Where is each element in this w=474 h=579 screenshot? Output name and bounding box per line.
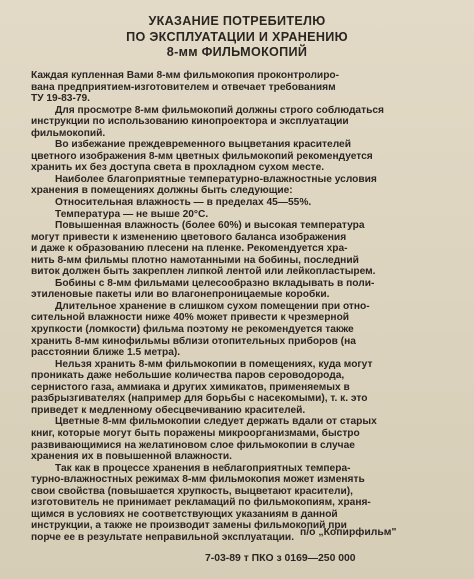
print-code: 7-03-89 т ПКО з 0169—250 000	[205, 553, 356, 564]
body-line: Наиболее благоприятные температурно-влажностные условия	[55, 173, 377, 185]
body-line: разбрызгивателях (например для борьбы с насекомыми), т. к. это	[31, 393, 368, 405]
body-line: хрупкости (ломкости) фильма поэтому не рекомендуется также	[31, 324, 354, 336]
body-line: этиленовые пакеты или во влагонепроницаемые коробки.	[31, 289, 330, 301]
body-line: хранить 8-мм кинофильмы вблизи отопительных приборов (на	[31, 335, 356, 347]
body-line: свои свойства (повышается хрупкость, выцветают красители),	[31, 485, 353, 497]
document-title	[0, 14, 474, 61]
body-line: Длительное хранение в слишком сухом помещении при отно-	[55, 300, 370, 312]
body-line: сернистого газа, аммиака и других химикатов, применяемых в	[31, 381, 350, 393]
body-line: Во избежание преждевременного выцветания красителей	[55, 139, 351, 151]
body-line: хранения в помещениях должны быть следующие:	[31, 185, 293, 197]
body-line: вана предприятием-изготовителем и отвечает требованиям	[31, 81, 336, 93]
body-line: расстоянии ближе 1.5 метра).	[31, 347, 181, 359]
title-line: ПО ЭКСПЛУАТАЦИИ И ХРАНЕНИЮ	[126, 29, 348, 44]
body-line: Повышенная влажность (более 60%) и высокая температура	[55, 220, 365, 232]
body-line: и даже к образованию плесени на пленке. Рекомендуется хра-	[31, 243, 348, 255]
body-line: ТУ 19-83-79.	[31, 93, 91, 105]
body-line: нить 8-мм фильмы плотно намотанными на бобины, последний	[31, 254, 359, 266]
body-line: Каждая купленная Вами 8-мм фильмокопия проконтролиро-	[31, 70, 340, 81]
body-line: хранить их без доступа света в прохладном сухом месте.	[31, 162, 325, 174]
title-line: 8-мм ФИЛЬМОКОПИЙ	[166, 45, 308, 59]
body-line: приведет к медленному обесцвечиванию красителей.	[31, 404, 306, 416]
body-line: фильмокопий.	[31, 127, 106, 139]
body-line: Так как в процессе хранения в неблагоприятных темпера-	[55, 462, 351, 474]
body-line: инструкции, а также не производит замены фильмокопий при	[31, 520, 347, 532]
body-line: изготовитель не принимает рекламаций по фильмокопиям, храня-	[31, 497, 371, 509]
body-line: турно-влажностных режимах 8-мм фильмокопия может изменять	[31, 474, 365, 486]
body-line: щимся в условиях не соответствующих указаниям в данной	[31, 508, 338, 520]
publisher-signature: п/о „Копирфильм"	[300, 527, 397, 538]
body-line: проникать даже небольшие количества паров сероводорода,	[31, 370, 345, 382]
body-line: хранения их в повышенной влажности.	[31, 451, 233, 463]
body-line: могут привести к изменению цветового баланса изображения	[31, 231, 347, 243]
body-line: сительной влажности ниже 40% может привести к чрезмерной	[31, 312, 350, 324]
body-line: Температура — не выше 20°С.	[55, 208, 209, 220]
body-line: Нельзя хранить 8-мм фильмокопии в помещениях, куда могут	[55, 358, 373, 370]
body-line: Цветные 8-мм фильмокопии следует держать вдали от старых	[55, 416, 377, 428]
body-line: виток должен быть закреплен липкой лентой или лейкопластырем.	[31, 266, 376, 278]
body-line: Относительная влажность — в пределах 45—55%.	[55, 197, 312, 209]
body-line: порче ее в результате неправильной эксплуатации.	[31, 531, 295, 543]
body-line: инструкции по использованию кинопроектора и эксплуатации	[31, 116, 349, 128]
body-line: развивающимися на желатиновом слое фильмокопии в случае	[31, 439, 355, 451]
document-body	[31, 70, 449, 543]
body-line: Бобины с 8-мм фильмами целесообразно вкладывать в поли-	[55, 277, 375, 289]
body-line: цветного изображения 8-мм цветных фильмокопий рекомендуется	[31, 150, 373, 162]
title-line: УКАЗАНИЕ ПОТРЕБИТЕЛЮ	[148, 14, 326, 28]
body-line: книг, которые могут быть поражены микроорганизмами, быстро	[31, 427, 360, 439]
body-line: Для просмотре 8-мм фильмокопий должны строго соблюдаться	[55, 104, 384, 116]
